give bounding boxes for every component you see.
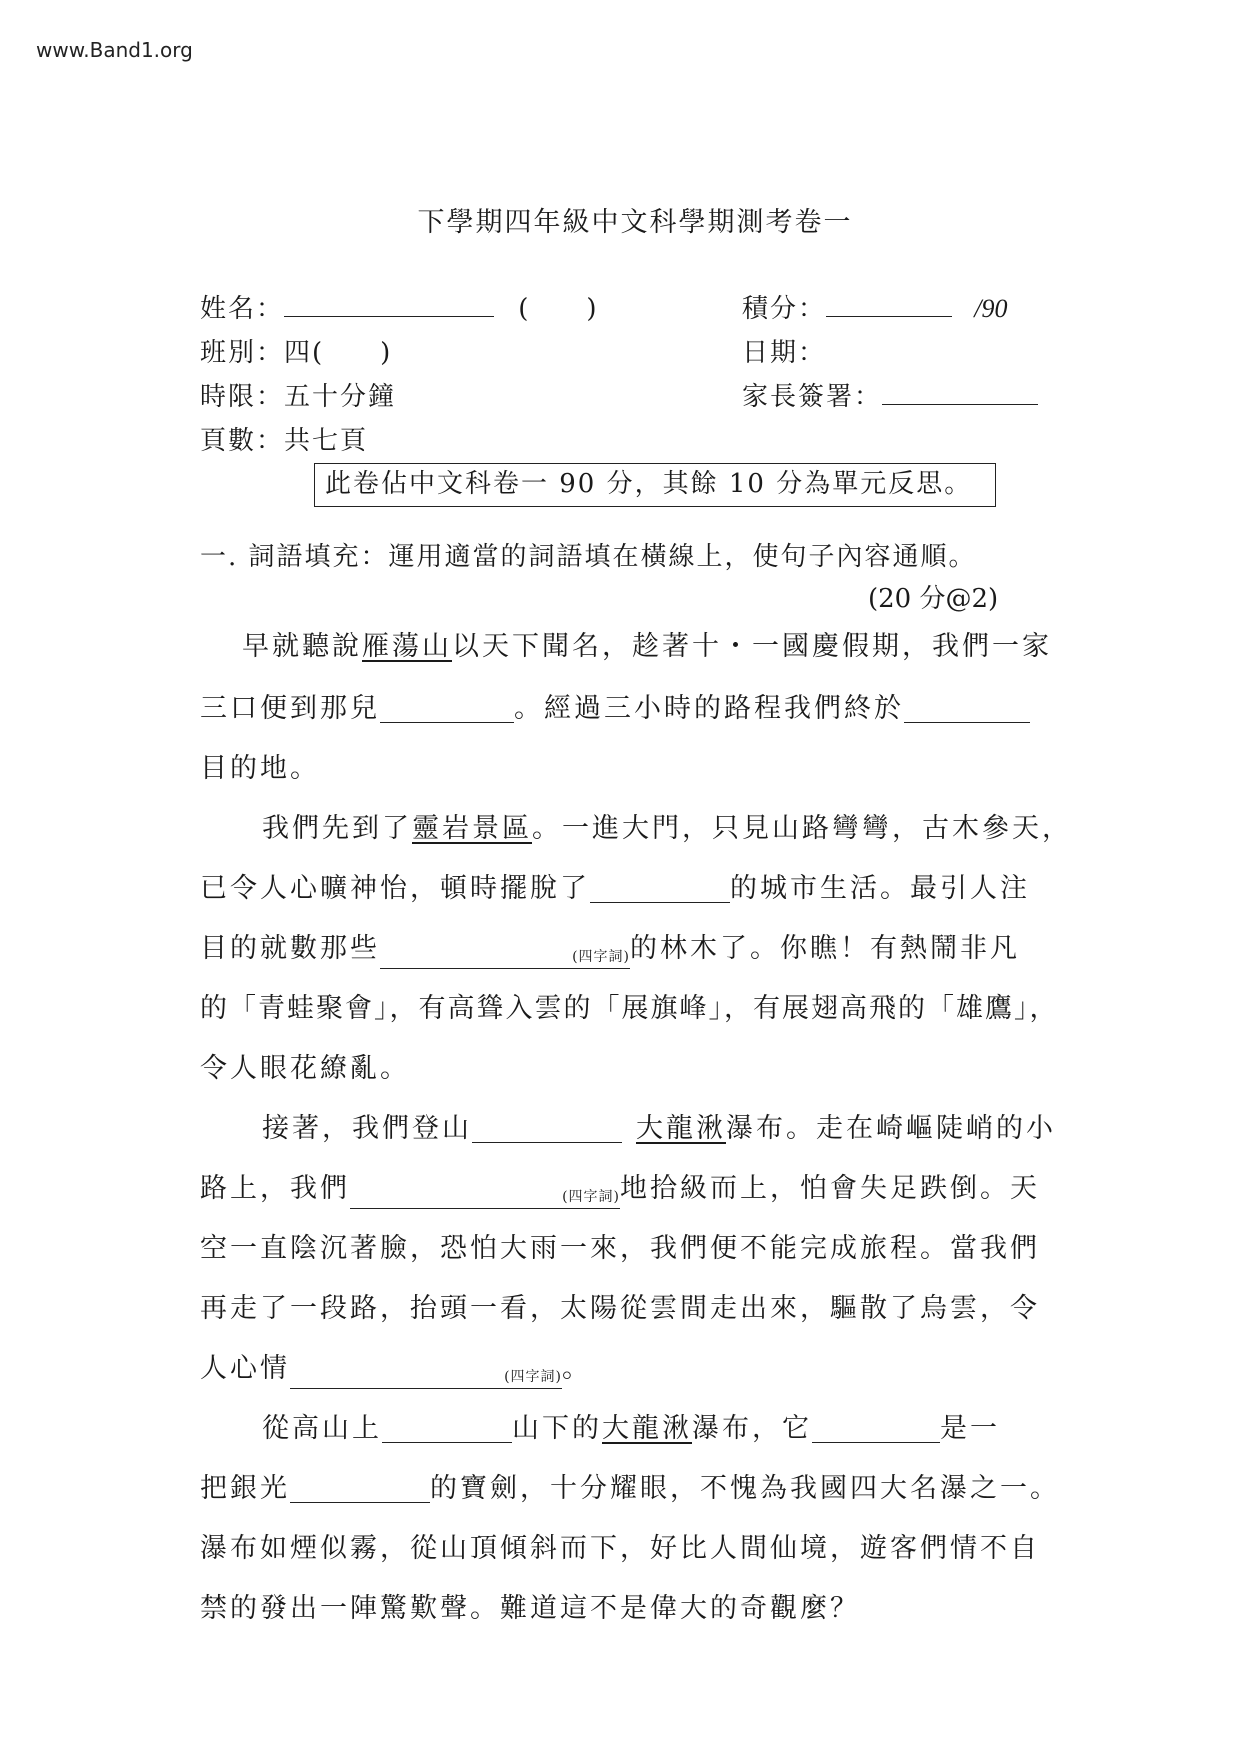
p4-line2 bbox=[200, 1472, 1060, 1506]
section-heading: 一. 詞語填充：運用適當的詞語填在橫線上，使句子內容通順。 bbox=[200, 542, 977, 572]
p2-line5: 令人眼花繚亂。 bbox=[200, 1053, 410, 1084]
section-marks: (20 分@2) bbox=[868, 584, 999, 614]
blank-6[interactable] bbox=[350, 1178, 620, 1209]
blank-8[interactable] bbox=[382, 1412, 512, 1443]
place-name: 雁蕩山 bbox=[362, 631, 452, 662]
p3-line5 bbox=[200, 1352, 592, 1386]
blank-9[interactable] bbox=[812, 1412, 940, 1443]
p3-line3: 空一直陰沉著臉，恐怕大雨一來，我們便不能完成旅程。當我們 bbox=[200, 1233, 1040, 1264]
p3-line1 bbox=[262, 1112, 1056, 1146]
blank-10[interactable] bbox=[290, 1472, 430, 1503]
text: 從高山上 bbox=[262, 1413, 382, 1444]
hint-four-char: (四字詞) bbox=[504, 1369, 562, 1385]
score-total: /90 bbox=[974, 294, 1008, 323]
name-label: 姓名： bbox=[200, 294, 285, 324]
text: 地拾級而上，怕會失足跌倒。天 bbox=[620, 1173, 1040, 1204]
text: 接著，我們登山 bbox=[262, 1113, 472, 1144]
place-name: 靈岩景區 bbox=[412, 813, 532, 844]
place-name: 大龍湫 bbox=[602, 1413, 692, 1444]
name-row bbox=[200, 288, 599, 325]
watermark: www.Band1.org bbox=[36, 38, 193, 62]
p4-line4: 禁的發出一陣驚歎聲。難道這不是偉大的奇觀麼？ bbox=[200, 1593, 860, 1624]
text: 我們先到了 bbox=[262, 813, 412, 844]
text: 的林木了。你瞧！有熱鬧非凡 bbox=[630, 933, 1020, 964]
pages-label: 頁數：共七頁 bbox=[200, 426, 369, 456]
score-label: 積分： bbox=[742, 294, 827, 324]
p4-line1 bbox=[262, 1412, 1000, 1446]
p2-line4: 的「青蛙聚會」，有高聳入雲的「展旗峰」，有展翅高飛的「雄鷹」， bbox=[200, 993, 1059, 1024]
p3-line4: 再走了一段路，抬頭一看，太陽從雲間走出來，驅散了烏雲，令 bbox=[200, 1293, 1040, 1324]
hint-four-char: (四字詞) bbox=[572, 949, 630, 965]
text: 路上，我們 bbox=[200, 1173, 350, 1204]
text: 三口便到那兒 bbox=[200, 693, 380, 724]
parent-signature-row bbox=[742, 376, 1038, 413]
blank-1[interactable] bbox=[380, 692, 514, 723]
text: 山下的 bbox=[512, 1413, 602, 1444]
text: 目的就數那些 bbox=[200, 933, 380, 964]
p2-line2 bbox=[200, 872, 1030, 906]
blank-3[interactable] bbox=[590, 872, 730, 903]
text: 。經過三小時的路程我們終於 bbox=[514, 693, 904, 724]
notice-box: 此卷佔中文科卷一 90 分，其餘 10 分為單元反思。 bbox=[314, 463, 996, 507]
text: 已令人心曠神怡，頓時擺脫了 bbox=[200, 873, 590, 904]
p1-line1 bbox=[242, 630, 1052, 664]
place-name: 大龍湫 bbox=[636, 1113, 726, 1144]
text: 瀑布。走在崎嶇陡峭的小 bbox=[726, 1113, 1056, 1144]
text: 。一進大門，只見山路彎彎，古木參天， bbox=[532, 813, 1072, 844]
text: 瀑布，它 bbox=[692, 1413, 812, 1444]
p2-line3 bbox=[200, 932, 1020, 966]
score-field[interactable] bbox=[826, 290, 952, 317]
class-label: 班別：四( ) bbox=[200, 338, 393, 368]
class-number-paren: ( ) bbox=[518, 294, 599, 324]
date-label: 日期： bbox=[742, 338, 827, 368]
p4-line3: 瀑布如煙似霧，從山頂傾斜而下，好比人間仙境，遊客們情不自 bbox=[200, 1533, 1040, 1564]
p1-line3: 目的地。 bbox=[200, 753, 320, 784]
time-label: 時限：五十分鐘 bbox=[200, 382, 397, 412]
text: 的城市生活。最引人注 bbox=[730, 873, 1030, 904]
text: 早就聽說 bbox=[242, 631, 362, 662]
name-field[interactable] bbox=[284, 290, 494, 317]
text: 。 bbox=[562, 1353, 592, 1384]
text: 以天下聞名，趁著十・一國慶假期，我們一家 bbox=[452, 631, 1052, 662]
hint-four-char: (四字詞) bbox=[562, 1189, 620, 1205]
blank-2[interactable] bbox=[904, 692, 1030, 723]
page-title: 下學期四年級中文科學期測考卷一 bbox=[417, 207, 853, 238]
p1-line2 bbox=[200, 692, 1030, 726]
blank-7[interactable] bbox=[290, 1358, 562, 1389]
blank-4[interactable] bbox=[380, 938, 630, 969]
text: 人心情 bbox=[200, 1353, 290, 1384]
text: 把銀光 bbox=[200, 1473, 290, 1504]
parent-signature-field[interactable] bbox=[882, 378, 1038, 405]
p3-line2 bbox=[200, 1172, 1040, 1206]
text: 是一 bbox=[940, 1413, 1000, 1444]
text: 的寶劍，十分耀眼，不愧為我國四大名瀑之一。 bbox=[430, 1473, 1060, 1504]
blank-5[interactable] bbox=[472, 1112, 622, 1143]
score-row bbox=[742, 288, 1008, 325]
parent-signature-label: 家長簽署： bbox=[742, 382, 883, 412]
p2-line1 bbox=[262, 812, 1072, 846]
